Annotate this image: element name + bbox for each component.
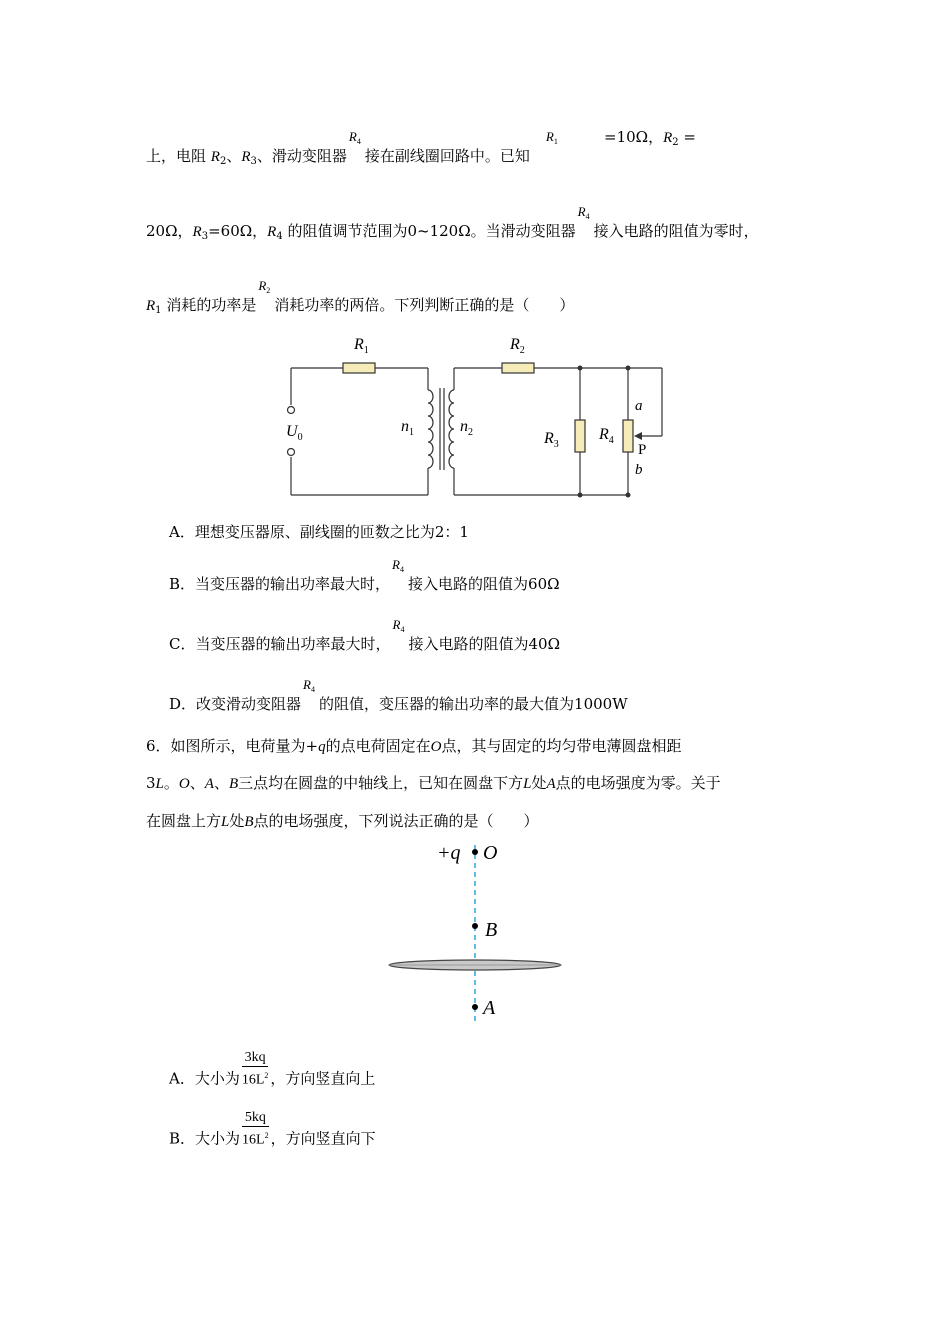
r1-resistor: [343, 363, 375, 373]
label-p: P: [638, 442, 647, 458]
q6-option-a[interactable]: A．大小为 $\frac{3kq}{16L^2}$ ，方向竖直向上: [169, 1050, 376, 1088]
point-b: [472, 923, 478, 929]
q6-text-line-2: 3L。O、A、B三点均在圆盘的中轴线上，已知在圆盘下方L处A点的电场强度为零。关于: [146, 774, 721, 792]
label-a: A: [483, 997, 496, 1019]
q5-r-values: =10Ω，$R_2$ =: [604, 128, 696, 148]
q5-option-d[interactable]: D．改变滑动变阻器 $R_4$ 的阻值，变压器的输出功率的最大值为1000W: [169, 677, 628, 713]
label-b: b: [635, 462, 643, 478]
label-n2: $n_2$: [460, 418, 473, 438]
q5-option-a[interactable]: A．理想变压器原、副线圈的匝数之比为2：1: [169, 523, 469, 541]
q5-text-line-3: $R_1$ 消耗的功率是 $R_2$ 消耗功率的两倍。下列判断正确的是（ ）: [146, 278, 575, 316]
label-r2: $R_2$: [510, 336, 525, 356]
r3-symbol: R: [241, 149, 251, 165]
label-r3: $R_3$: [544, 430, 559, 450]
r3-resistor: [575, 420, 585, 452]
q5-option-c[interactable]: C．当变压器的输出功率最大时， $R_4$ 接入电路的阻值为40Ω: [169, 617, 561, 653]
q5-text-line-2: 20Ω，$R_3=60\Omega$，$R_4$ 的阻值调节范围为0~120Ω。当滑动变阻器 $R_4$ 接入电路的阻值为零时，: [146, 204, 759, 242]
r1-raised-symbol: $R_1$: [545, 129, 558, 146]
q6-text-line-3: 在圆盘上方L处B点的电场强度，下列说法正确的是（ ）: [146, 812, 539, 830]
charge-label: +q: [437, 842, 461, 864]
label-u0: $U_0$: [286, 423, 303, 443]
point-o: [472, 849, 478, 855]
r2-resistor: [502, 363, 534, 373]
label-r1: $R_1$: [354, 336, 369, 356]
transformer-circuit-diagram: [280, 330, 680, 505]
r2-symbol: R: [210, 149, 220, 165]
charged-disk-figure: [380, 835, 580, 1030]
fraction-b: $\frac{5kq}{16L^2}$: [242, 1110, 269, 1148]
q5-text-line-1: 上，电阻 $R_2$、$R_3$、滑动变阻器 $R_4$ 接在副线圈回路中。已知 $R_1$: [146, 141, 562, 172]
q5-option-b[interactable]: B．当变压器的输出功率最大时， $R_4$ 接入电路的阻值为60Ω: [169, 557, 560, 593]
r4-resistor: [623, 420, 633, 452]
label-n1: $n_1$: [401, 418, 414, 438]
label-b: B: [485, 919, 498, 941]
label-o: O: [483, 842, 498, 864]
r4-raised-symbol: $R_4$: [348, 129, 361, 146]
label-a: a: [635, 398, 643, 414]
q6-option-b[interactable]: B．大小为 $\frac{5kq}{16L^2}$ ，方向竖直向下: [169, 1110, 376, 1148]
q6-text-line-1: 6．如图所示，电荷量为+q的点电荷固定在O点，其与固定的均匀带电薄圆盘相距: [146, 737, 682, 755]
r4-raised-symbol: $R_4$: [577, 204, 590, 221]
r2-raised-symbol: $R_2$: [258, 278, 271, 295]
fraction-a: $\frac{3kq}{16L^2}$: [241, 1050, 269, 1088]
point-a: [472, 1004, 478, 1010]
label-r4: $R_4$: [599, 426, 614, 446]
